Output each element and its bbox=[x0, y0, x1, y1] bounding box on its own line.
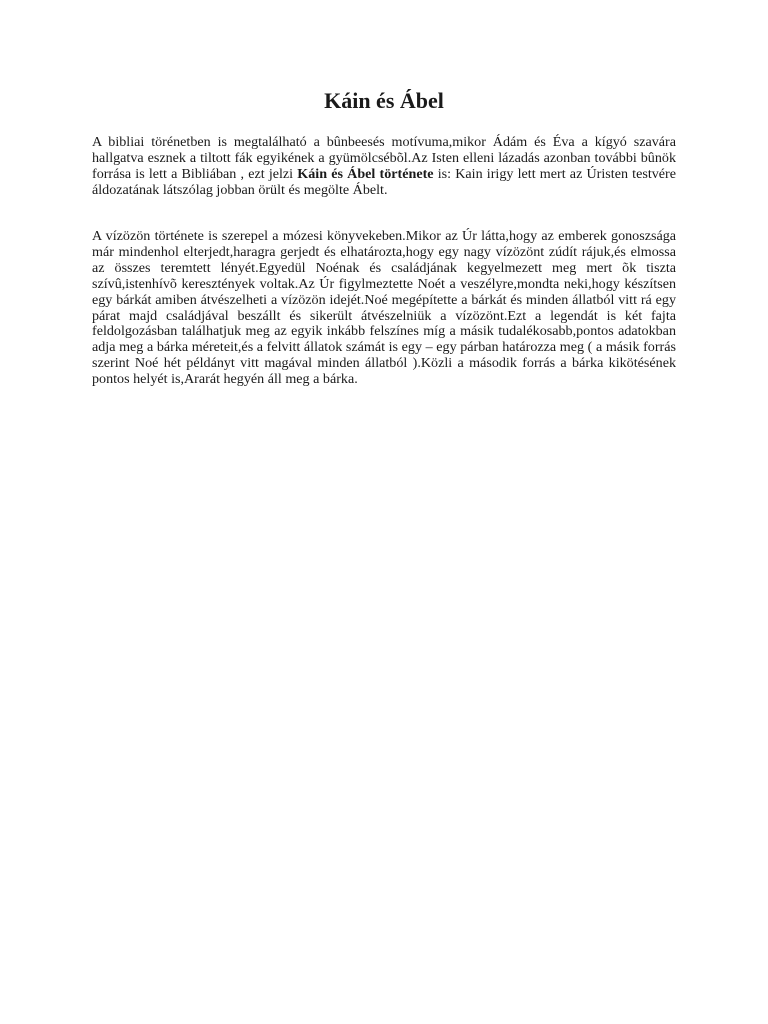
paragraph-flood: A vízözön története is szerepel a mózesi könyvekeben.Mikor az Úr látta,hogy az emberek gonoszsága már mindenhol elterjedt,haragra gerjedt és elhatározta,hogy egy nagy vízözönt zúdít rájuk,és elmossa az összes teremtett lényét.Egyedül Noénak és családjának kegyelmezett meg mert õk tiszta szívû,istenhívõ keresztények voltak.Az Úr figylmeztette Noét a veszélyre,mondta neki,hogy készítsen egy bárkát amiben átvészelheti a vízözön idejét.Noé megépítette a bárkát és minden állatból vitt rá egy párat majd családjával beszállt és sikerült átvészelniük a vízözönt.Ezt a legendát is két fajta feldolgozásban találhatjuk meg az egyik inkább felszínes míg a másik tudalékosabb,pontos adatokban adja meg a bárka méreteit,és a felvitt állatok számát is egy – egy párban határozza meg ( a másik forrás szerint Noé hét példányt vitt magával minden állatból ).Közli a második forrás a bárka kikötésének pontos helyét is,Ararát hegyén áll meg a bárka. bbox=[92, 228, 676, 388]
paragraph-intro-text-end: is: Kain irigy lett mert az Úristen testvére áldozatának látszólag jobban örült és megölte Ábelt. bbox=[92, 165, 677, 198]
paragraph-intro bbox=[92, 135, 676, 199]
paragraph-intro-text-start: A bibliai törénetben is megtalálható a bûnbeesés motívuma,mikor Ádám és Éva a kígyó szavára hallgatva esznek a tiltott fák egyikének a gyümölcsébõl.Az Isten elleni lázadás azonban további bûnök forrása is lett a Bibliában , ezt jelzi bbox=[92, 134, 676, 182]
page-title: Káin és Ábel bbox=[324, 88, 444, 113]
paragraph-intro-bold-phrase: Káin és Ábel története bbox=[297, 165, 434, 182]
